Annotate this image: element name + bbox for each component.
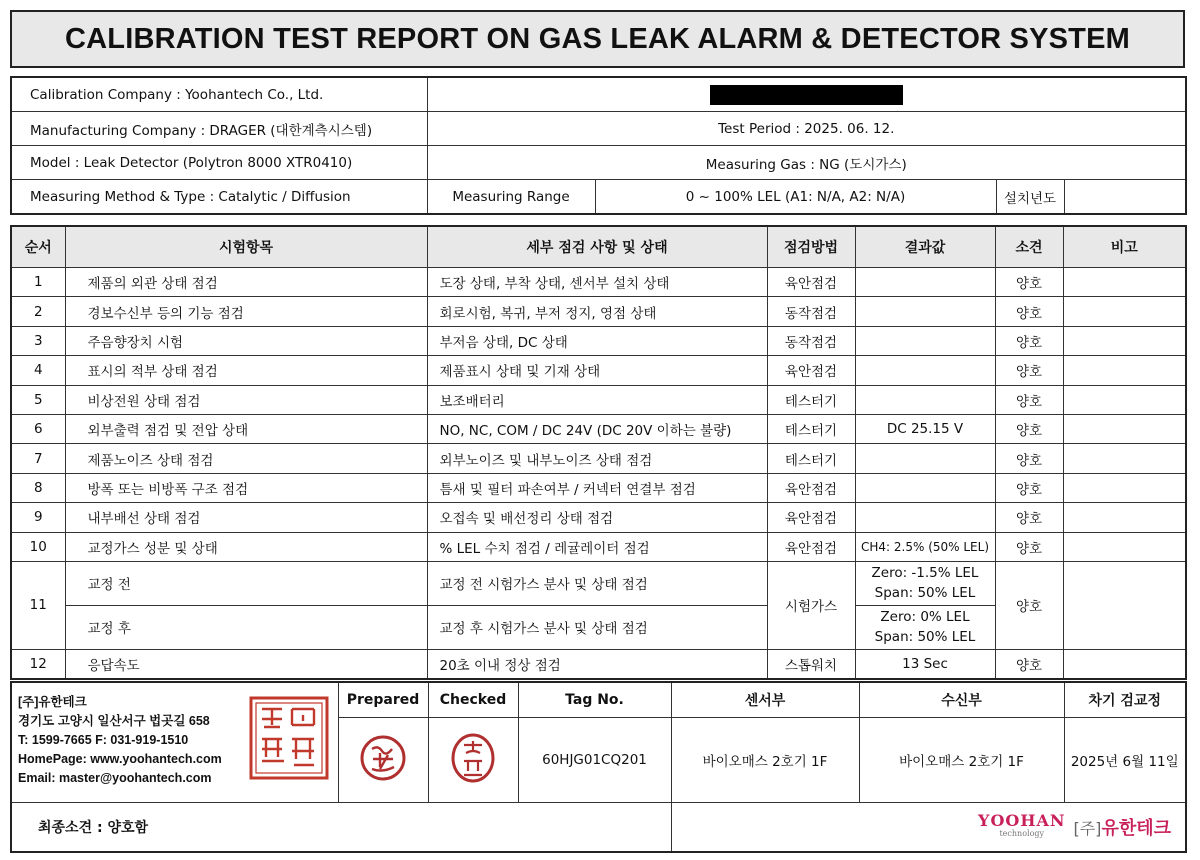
row-method: 육안점검 — [767, 356, 855, 385]
row-detail: NO, NC, COM / DC 24V (DC 20V 이하는 불량) — [427, 414, 767, 443]
row-detail: 보조배터리 — [427, 385, 767, 414]
row-note — [1063, 649, 1186, 679]
tag-label: Tag No. — [518, 682, 671, 718]
row-method: 육안점검 — [767, 473, 855, 502]
measuring-range-value: 0 ~ 100% LEL (A1: N/A, A2: N/A) — [595, 180, 996, 215]
footer-header-row — [11, 682, 1186, 718]
table-row — [11, 561, 1186, 605]
company-name: [주]유한테크 — [18, 695, 87, 709]
report-title-box — [10, 10, 1185, 68]
row-opinion: 양호 — [995, 649, 1063, 679]
row-result — [855, 561, 995, 605]
row-result — [855, 385, 995, 414]
row-detail: 외부노이즈 및 내부노이즈 상태 점검 — [427, 444, 767, 473]
row-opinion: 양호 — [995, 473, 1063, 502]
row-detail: 교정 전 시험가스 분사 및 상태 점검 — [427, 561, 767, 605]
row-item: 경보수신부 등의 기능 점검 — [65, 297, 427, 326]
row-opinion: 양호 — [995, 503, 1063, 532]
footer-table — [10, 681, 1187, 853]
row-note — [1063, 444, 1186, 473]
row-method: 테스터기 — [767, 385, 855, 414]
row-no: 10 — [11, 532, 65, 561]
test-period: Test Period : 2025. 06. 12. — [427, 112, 1186, 146]
header-no: 순서 — [11, 226, 65, 268]
header-item: 시험항목 — [65, 226, 427, 268]
company-address: 경기도 고양시 일산서구 법곳길 658 — [18, 714, 210, 728]
logo-korean: 유한테크 — [1101, 818, 1171, 839]
final-opinion: 최종소견 : 양호함 — [11, 803, 671, 853]
row-item: 제품의 외관 상태 점검 — [65, 268, 427, 297]
row-no: 2 — [11, 297, 65, 326]
row-detail: 도장 상태, 부착 상태, 센서부 설치 상태 — [427, 268, 767, 297]
after-span: Span: 50% LEL — [874, 629, 976, 646]
row-method: 육안점검 — [767, 503, 855, 532]
header-note: 비고 — [1063, 226, 1186, 268]
row-result — [855, 268, 995, 297]
inspection-table — [10, 225, 1187, 680]
table-body — [11, 268, 1186, 562]
row-method: 시험가스 — [767, 561, 855, 649]
row-result — [855, 297, 995, 326]
row-no: 8 — [11, 473, 65, 502]
redaction-bar — [710, 85, 903, 105]
logo-sub: technology — [999, 828, 1045, 838]
model: Model : Leak Detector (Polytron 8000 XTR0410) — [11, 146, 427, 180]
row-note — [1063, 356, 1186, 385]
row-method: 스톱워치 — [767, 649, 855, 679]
row-result — [855, 605, 995, 649]
sensor-label: 센서부 — [671, 682, 859, 718]
row-item: 제품노이즈 상태 점검 — [65, 444, 427, 473]
row-result: 13 Sec — [855, 649, 995, 679]
row-note — [1063, 561, 1186, 649]
row-result — [855, 444, 995, 473]
row-detail: 20초 이내 정상 점검 — [427, 649, 767, 679]
row-note — [1063, 326, 1186, 355]
row-result — [855, 503, 995, 532]
row-item: 내부배선 상태 점검 — [65, 503, 427, 532]
row-result — [855, 326, 995, 355]
logo-korean-wrap — [1073, 814, 1171, 840]
info-row-1 — [11, 77, 1186, 112]
row-no: 1 — [11, 268, 65, 297]
receiver-label: 수신부 — [859, 682, 1064, 718]
prepared-label: Prepared — [338, 682, 428, 718]
company-phone: T: 1599-7665 F: 031-919-1510 — [18, 733, 189, 747]
table-row — [11, 444, 1186, 473]
row-no: 5 — [11, 385, 65, 414]
company-email: Email: master@yoohantech.com — [18, 771, 212, 785]
row-opinion: 양호 — [995, 532, 1063, 561]
install-year-value — [1064, 180, 1186, 215]
row-method: 육안점검 — [767, 532, 855, 561]
header-opinion: 소견 — [995, 226, 1063, 268]
row-item: 방폭 또는 비방폭 구조 점검 — [65, 473, 427, 502]
row-detail: 틈새 및 필터 파손여부 / 커넥터 연결부 점검 — [427, 473, 767, 502]
row-detail: 제품표시 상태 및 기재 상태 — [427, 356, 767, 385]
row-note — [1063, 268, 1186, 297]
header-method: 점검방법 — [767, 226, 855, 268]
table-row — [11, 385, 1186, 414]
install-year-label: 설치년도 — [996, 180, 1064, 215]
receiver-value: 바이오매스 2호기 1F — [859, 718, 1064, 803]
row-item: 교정가스 성분 및 상태 — [65, 532, 427, 561]
row-note — [1063, 297, 1186, 326]
header-detail: 세부 점검 사항 및 상태 — [427, 226, 767, 268]
table-row — [11, 532, 1186, 561]
row-method: 테스터기 — [767, 414, 855, 443]
row-item: 비상전원 상태 점검 — [65, 385, 427, 414]
row-opinion: 양호 — [995, 444, 1063, 473]
calibration-company: Calibration Company : Yoohantech Co., Ltd. — [11, 77, 427, 112]
company-info — [11, 682, 338, 803]
company-seal-icon — [248, 695, 330, 781]
row-opinion: 양호 — [995, 385, 1063, 414]
row-item: 주음향장치 시험 — [65, 326, 427, 355]
row-result — [855, 356, 995, 385]
row-opinion: 양호 — [995, 268, 1063, 297]
measuring-range-label: Measuring Range — [427, 180, 595, 215]
row-note — [1063, 503, 1186, 532]
row-method: 동작점검 — [767, 326, 855, 355]
row-detail: 교정 후 시험가스 분사 및 상태 점검 — [427, 605, 767, 649]
table-row — [11, 268, 1186, 297]
table-row — [11, 414, 1186, 443]
row-note — [1063, 532, 1186, 561]
row-item: 표시의 적부 상태 점검 — [65, 356, 427, 385]
measuring-gas: Measuring Gas : NG (도시가스) — [427, 146, 1186, 180]
logo-mark — [978, 810, 1066, 842]
row-opinion: 양호 — [995, 561, 1063, 649]
company-logo — [671, 803, 1186, 853]
final-row — [11, 803, 1186, 853]
table-row — [11, 649, 1186, 679]
row-opinion: 양호 — [995, 326, 1063, 355]
before-zero: Zero: -1.5% LEL — [871, 565, 979, 582]
row-method: 육안점검 — [767, 268, 855, 297]
row-opinion: 양호 — [995, 356, 1063, 385]
row-no: 9 — [11, 503, 65, 532]
table-header-row — [11, 226, 1186, 268]
header-result: 결과값 — [855, 226, 995, 268]
table-body-calibration — [11, 561, 1186, 679]
after-zero: Zero: 0% LEL — [880, 609, 970, 626]
company-homepage: HomePage: www.yoohantech.com — [18, 752, 222, 766]
report-title: CALIBRATION TEST REPORT ON GAS LEAK ALARM & DETECTOR SYSTEM — [65, 22, 1130, 55]
row-result: CH4: 2.5% (50% LEL) — [855, 532, 995, 561]
row-detail: 부저음 상태, DC 상태 — [427, 326, 767, 355]
table-row — [11, 356, 1186, 385]
row-opinion: 양호 — [995, 297, 1063, 326]
sensor-value: 바이오매스 2호기 1F — [671, 718, 859, 803]
row-note — [1063, 385, 1186, 414]
row-result: DC 25.15 V — [855, 414, 995, 443]
row-item: 교정 전 — [65, 561, 427, 605]
checked-label: Checked — [428, 682, 518, 718]
row-detail: 회로시험, 복귀, 부저 정지, 영점 상태 — [427, 297, 767, 326]
row-method: 테스터기 — [767, 444, 855, 473]
next-calibration-value: 2025년 6월 11일 — [1064, 718, 1186, 803]
table-row — [11, 326, 1186, 355]
info-row-3 — [11, 146, 1186, 180]
table-row — [11, 297, 1186, 326]
info-row-2 — [11, 112, 1186, 146]
row-result — [855, 473, 995, 502]
row-no: 7 — [11, 444, 65, 473]
manufacturing-company: Manufacturing Company : DRAGER (대한계측시스템) — [11, 112, 427, 146]
checked-stamp-icon — [448, 731, 498, 785]
row-detail: 오접속 및 배선정리 상태 점검 — [427, 503, 767, 532]
row-no: 6 — [11, 414, 65, 443]
row-item: 응답속도 — [65, 649, 427, 679]
next-calibration-label: 차기 검교정 — [1064, 682, 1186, 718]
before-span: Span: 50% LEL — [874, 585, 976, 602]
logo-prefix: [주] — [1073, 819, 1102, 838]
measuring-method: Measuring Method & Type : Catalytic / Diffusion — [11, 180, 427, 215]
row-item: 교정 후 — [65, 605, 427, 649]
row-note — [1063, 473, 1186, 502]
row-item: 외부출력 점검 및 전압 상태 — [65, 414, 427, 443]
row-note — [1063, 414, 1186, 443]
row-no: 12 — [11, 649, 65, 679]
row-no: 4 — [11, 356, 65, 385]
info-table — [10, 76, 1187, 215]
table-row — [11, 473, 1186, 502]
logo-main: YOOHAN — [978, 810, 1066, 830]
row-no: 11 — [11, 561, 65, 649]
row-opinion: 양호 — [995, 414, 1063, 443]
redacted-field — [427, 77, 1186, 112]
checked-stamp — [428, 718, 518, 803]
prepared-stamp — [338, 718, 428, 803]
table-row — [11, 503, 1186, 532]
row-no: 3 — [11, 326, 65, 355]
row-method: 동작점검 — [767, 297, 855, 326]
prepared-stamp-icon — [358, 733, 408, 783]
row-detail: % LEL 수치 점검 / 레귤레이터 점검 — [427, 532, 767, 561]
info-row-4 — [11, 180, 1186, 215]
tag-value: 60HJG01CQ201 — [518, 718, 671, 803]
